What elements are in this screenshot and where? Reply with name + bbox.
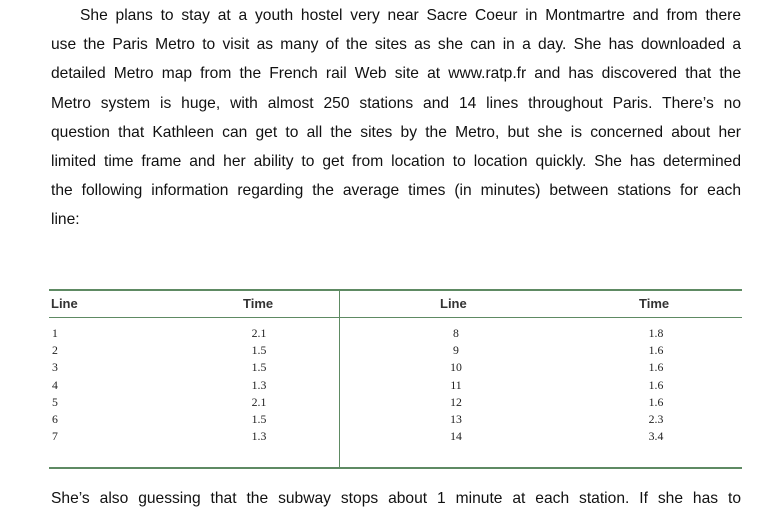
table-cell: 2 bbox=[52, 343, 58, 358]
table-cell: 10 bbox=[450, 360, 462, 375]
table-cell: 13 bbox=[450, 412, 462, 427]
table-cell: 8 bbox=[453, 326, 459, 340]
table-cell: 1.6 bbox=[648, 394, 664, 409]
table-cell: 9 bbox=[453, 343, 459, 358]
text-line: limited time frame and her ability to get from location to location quickly. She has determined bbox=[51, 153, 741, 171]
table-cell: 3 bbox=[52, 360, 58, 375]
right-line-column bbox=[441, 325, 471, 445]
text-line: Metro system is huge, with almost 250 stations and 14 lines throughout Paris. There’s no bbox=[51, 94, 741, 112]
right-time-column bbox=[641, 325, 671, 445]
table-cell: 2.1 bbox=[251, 394, 267, 409]
table-cell: 5 bbox=[52, 394, 58, 409]
table-cell: 2.3 bbox=[648, 412, 664, 427]
followup-paragraph bbox=[51, 484, 741, 513]
table-column-divider bbox=[339, 291, 340, 467]
table-cell: 3.4 bbox=[648, 429, 664, 444]
text-line: use the Paris Metro to visit as many of the sites as she can in a day. She has downloaded a bbox=[51, 36, 741, 54]
table-cell: 1.6 bbox=[648, 360, 664, 375]
table-cell: 1.5 bbox=[251, 343, 267, 358]
table-top-rule bbox=[49, 289, 742, 291]
header-time-left: Time bbox=[243, 296, 274, 311]
table-cell: 11 bbox=[450, 377, 462, 392]
table-cell: 2.1 bbox=[251, 326, 267, 340]
intro-paragraph bbox=[51, 1, 741, 235]
table-header-rule bbox=[49, 317, 742, 318]
text-line: detailed Metro map from the French rail Web site at www.ratp.fr and has discovered that the bbox=[51, 65, 741, 83]
text-line: question that Kathleen can get to all the sites by the Metro, but she is concerned about her bbox=[51, 123, 741, 141]
table-cell: 1.6 bbox=[648, 343, 664, 358]
text-line: She plans to stay at a youth hostel very near Sacre Coeur in Montmartre and from there bbox=[80, 7, 741, 24]
table-cell: 6 bbox=[52, 412, 58, 427]
table-cell: 1.3 bbox=[251, 377, 267, 392]
table-cell: 1.3 bbox=[251, 429, 267, 444]
table-cell: 1.8 bbox=[648, 326, 664, 340]
table-bottom-rule bbox=[49, 467, 742, 469]
header-line-left: Line bbox=[51, 296, 78, 311]
text-line: line: bbox=[51, 211, 80, 229]
text-line: She’s also guessing that the subway stops about 1 minute at each station. If she has to bbox=[51, 490, 741, 507]
header-time-right: Time bbox=[639, 296, 670, 311]
header-line-right: Line bbox=[440, 296, 467, 311]
text-line: the following information regarding the average times (in minutes) between stations for each bbox=[51, 182, 741, 200]
table-cell: 4 bbox=[52, 377, 58, 392]
table-cell: 1.5 bbox=[251, 360, 267, 375]
left-time-column bbox=[244, 325, 274, 445]
table-cell: 12 bbox=[450, 394, 462, 409]
metro-times-table bbox=[49, 289, 742, 469]
table-cell: 1.6 bbox=[648, 377, 664, 392]
table-cell: 1.5 bbox=[251, 412, 267, 427]
table-cell: 1 bbox=[52, 326, 58, 340]
left-line-column bbox=[52, 325, 58, 445]
table-cell: 7 bbox=[52, 429, 58, 444]
table-cell: 14 bbox=[450, 429, 462, 444]
